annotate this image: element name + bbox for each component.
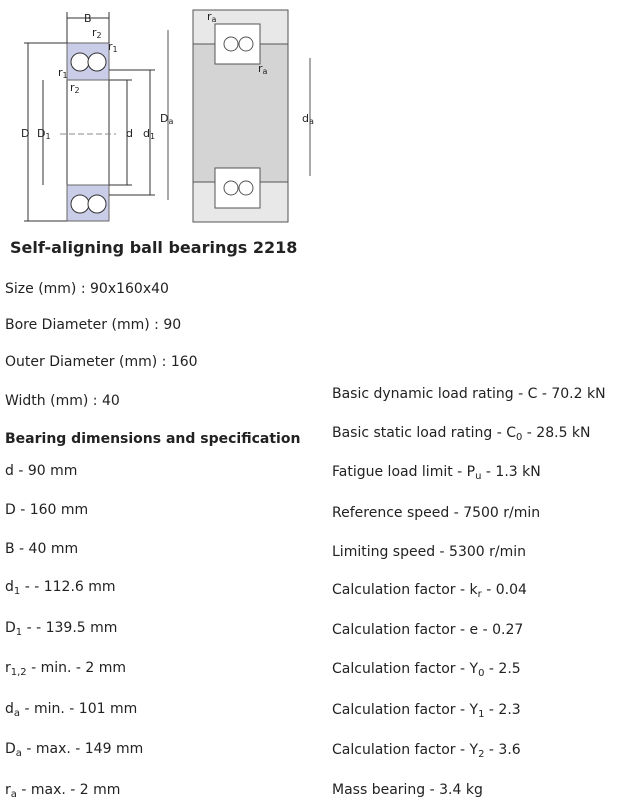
- dim-B: B - 40 mm: [5, 541, 79, 557]
- label-D1: D1: [37, 127, 51, 141]
- spec-factor-Y0: Calculation factor - $Y_0 - 2.5$: [332, 661, 521, 679]
- dim-r12: $r_{1,2}$ - min. - 2 mm: [5, 660, 127, 678]
- label-r1-left: r1: [58, 66, 68, 80]
- dimensions-heading: Bearing dimensions and specification: [5, 431, 301, 447]
- dim-da: $d_a$ - min. - 101 mm: [5, 701, 138, 719]
- label-ra-top: ra: [207, 10, 217, 24]
- bearing-cross-section: [24, 12, 155, 221]
- label-da: da: [302, 112, 314, 126]
- page-title: Self-aligning ball bearings 2218: [10, 238, 298, 257]
- label-ra-inner: ra: [258, 62, 268, 76]
- dim-D: D - 160 mm: [5, 502, 89, 518]
- outer-row: Outer Diameter (mm) : 160: [5, 354, 198, 370]
- spec-factor-Y1: Calculation factor - $Y_1 - 2.3$: [332, 702, 521, 720]
- spec-limiting-speed: Limiting speed - 5300 r/min: [332, 544, 527, 560]
- label-D: D: [21, 127, 30, 140]
- mounting-drawing: [168, 10, 310, 222]
- dim-Da: $D_a$ - max. - 149 mm: [5, 741, 144, 759]
- spec-factor-e: Calculation factor - e - 0.27: [332, 622, 524, 638]
- label-B: B: [84, 12, 92, 25]
- label-r2-left: r2: [70, 81, 80, 95]
- dim-d1: $d_1$ - - 112.6 mm: [5, 579, 116, 597]
- spec-factor-Y2: Calculation factor - $Y_2 - 3.6$: [332, 742, 521, 760]
- dim-D1: $D_1$ - - 139.5 mm: [5, 620, 118, 638]
- bore-row: Bore Diameter (mm) : 90: [5, 317, 182, 333]
- dim-d: d - 90 mm: [5, 463, 78, 479]
- spec-dynamic-load: Basic dynamic load rating - C - 70.2 kN: [332, 386, 606, 402]
- spec-static-load: Basic static load rating - $C_0 - 28.5$ kN: [332, 425, 591, 443]
- label-r1-top: r1: [108, 40, 118, 54]
- spec-factor-kr: Calculation factor - $k_r - 0.04$: [332, 582, 527, 600]
- label-r2-top: r2: [92, 26, 102, 40]
- bearing-drawing: [0, 0, 314, 236]
- spec-reference-speed: Reference speed - 7500 r/min: [332, 505, 541, 521]
- dim-ra: $r_a$ - max. - 2 mm: [5, 782, 121, 800]
- label-Da: Da: [160, 112, 174, 126]
- width-row: Width (mm) : 40: [5, 393, 120, 409]
- label-d1: d1: [143, 127, 156, 141]
- size-row: Size (mm) : 90x160x40: [5, 281, 169, 297]
- label-d: d: [126, 127, 133, 140]
- spec-fatigue-limit: Fatigue load limit - $P_u - 1.3$ kN: [332, 464, 541, 482]
- spec-mass: Mass bearing - 3.4 kg: [332, 782, 483, 798]
